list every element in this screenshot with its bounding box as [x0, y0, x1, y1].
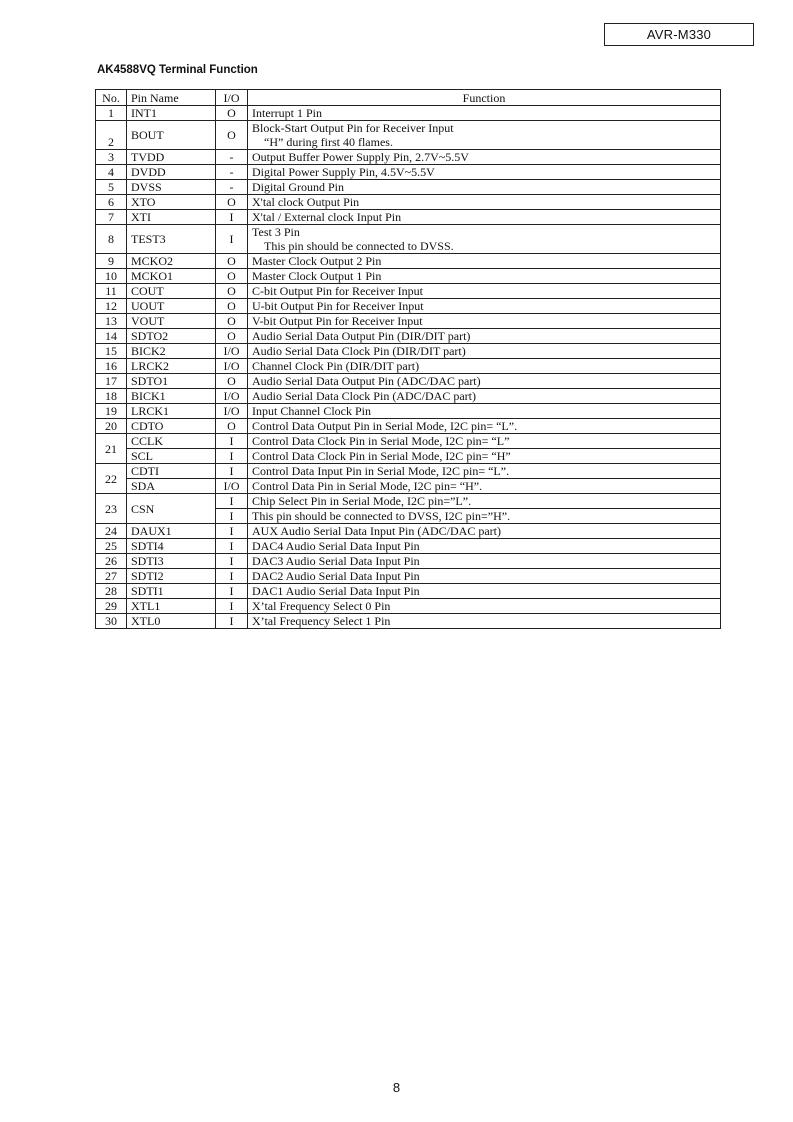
function-text-line2: This pin should be connected to DVSS.	[264, 239, 454, 253]
table-row	[96, 389, 721, 404]
pin-name: COUT	[127, 284, 216, 299]
pin-name: MCKO1	[127, 269, 216, 284]
function-cell: DAC4 Audio Serial Data Input Pin	[248, 539, 721, 554]
pin-number: 19	[96, 404, 127, 419]
table-row	[96, 121, 721, 150]
header-function: Function	[248, 90, 721, 106]
table-row	[96, 464, 721, 479]
function-cell	[248, 314, 721, 329]
pin-number: 2	[96, 121, 127, 150]
pin-io: I	[216, 210, 248, 225]
function-cell: Control Data Clock Pin in Serial Mode, I2C pin= “H”	[248, 449, 721, 464]
pin-io: O	[216, 284, 248, 299]
pin-name: XTI	[127, 210, 216, 225]
pin-number: 3	[96, 150, 127, 165]
table-row	[96, 569, 721, 584]
function-cell	[248, 165, 721, 180]
table-row	[96, 539, 721, 554]
function-cell: X’tal Frequency Select 0 Pin	[248, 599, 721, 614]
table-row	[96, 284, 721, 299]
pin-name: SDTO2	[127, 329, 216, 344]
table-row	[96, 359, 721, 374]
function-text: Digital Power Supply Pin, 4.5V~5.5V	[252, 165, 435, 179]
pin-io: I/O	[216, 479, 248, 494]
function-cell	[248, 329, 721, 344]
pin-number: 9	[96, 254, 127, 269]
pin-name: BICK2	[127, 344, 216, 359]
pin-name: CDTI	[127, 464, 216, 479]
pin-name: SDTI2	[127, 569, 216, 584]
function-cell	[248, 150, 721, 165]
table-row	[96, 299, 721, 314]
table-row	[96, 449, 721, 464]
pin-number: 20	[96, 419, 127, 434]
function-cell	[248, 344, 721, 359]
function-text: Test 3 Pin	[252, 225, 300, 239]
table-row	[96, 150, 721, 165]
header-pin-name: Pin Name	[127, 90, 216, 106]
table-row	[96, 494, 721, 509]
pin-io: O	[216, 299, 248, 314]
table-row	[96, 254, 721, 269]
pin-io: I	[216, 524, 248, 539]
pin-name: VOUT	[127, 314, 216, 329]
pin-number: 1	[96, 106, 127, 121]
pin-io: O	[216, 374, 248, 389]
table-row	[96, 374, 721, 389]
table-row	[96, 225, 721, 254]
table-row	[96, 419, 721, 434]
function-cell: X’tal Frequency Select 1 Pin	[248, 614, 721, 629]
pin-number: 4	[96, 165, 127, 180]
table-row	[96, 599, 721, 614]
function-cell	[248, 419, 721, 434]
table-row	[96, 165, 721, 180]
pin-number: 17	[96, 374, 127, 389]
terminal-function-table	[95, 89, 721, 629]
function-text: Input Channel Clock Pin	[252, 404, 371, 418]
pin-name: SDTI3	[127, 554, 216, 569]
table-row	[96, 210, 721, 225]
pin-name: SDTI1	[127, 584, 216, 599]
pin-name: LRCK1	[127, 404, 216, 419]
function-cell: AUX Audio Serial Data Input Pin (ADC/DAC part)	[248, 524, 721, 539]
pin-io: -	[216, 165, 248, 180]
pin-name: SDTI4	[127, 539, 216, 554]
function-text: C-bit Output Pin for Receiver Input	[252, 284, 423, 298]
model-number: AVR-M330	[646, 27, 712, 42]
pin-io: I	[216, 569, 248, 584]
pin-io: O	[216, 314, 248, 329]
pin-number: 12	[96, 299, 127, 314]
pin-number: 18	[96, 389, 127, 404]
function-cell: Chip Select Pin in Serial Mode, I2C pin=”L”.	[248, 494, 721, 509]
pin-number: 23	[96, 494, 127, 524]
pin-name: MCKO2	[127, 254, 216, 269]
pin-number: 6	[96, 195, 127, 210]
function-text: Channel Clock Pin (DIR/DIT part)	[252, 359, 420, 373]
function-cell	[248, 180, 721, 195]
function-cell: Control Data Clock Pin in Serial Mode, I2C pin= “L”	[248, 434, 721, 449]
pin-io: O	[216, 419, 248, 434]
pin-number: 30	[96, 614, 127, 629]
function-cell	[248, 225, 721, 254]
function-text: Block-Start Output Pin for Receiver Input	[252, 121, 454, 135]
page-number: 8	[392, 1080, 401, 1095]
pin-io: I	[216, 554, 248, 569]
function-text: Audio Serial Data Clock Pin (DIR/DIT part)	[252, 344, 466, 358]
pin-io: O	[216, 254, 248, 269]
pin-name: CCLK	[127, 434, 216, 449]
header-no: No.	[96, 90, 127, 106]
table-row	[96, 584, 721, 599]
table-row	[96, 434, 721, 449]
function-text: Audio Serial Data Output Pin (DIR/DIT part)	[252, 329, 471, 343]
function-cell	[248, 210, 721, 225]
function-cell	[248, 254, 721, 269]
pin-io: I/O	[216, 359, 248, 374]
function-text: U-bit Output Pin for Receiver Input	[252, 299, 424, 313]
pin-number: 29	[96, 599, 127, 614]
pin-number: 15	[96, 344, 127, 359]
pin-io: I	[216, 464, 248, 479]
pin-io: O	[216, 195, 248, 210]
function-text: Output Buffer Power Supply Pin, 2.7V~5.5V	[252, 150, 469, 164]
pin-number: 8	[96, 225, 127, 254]
function-cell: This pin should be connected to DVSS, I2C pin=”H”.	[248, 509, 721, 524]
pin-number: 16	[96, 359, 127, 374]
pin-number: 25	[96, 539, 127, 554]
function-cell	[248, 299, 721, 314]
function-text: V-bit Output Pin for Receiver Input	[252, 314, 423, 328]
pin-number: 24	[96, 524, 127, 539]
pin-io: O	[216, 106, 248, 121]
pin-number: 10	[96, 269, 127, 284]
pin-io: I	[216, 225, 248, 254]
table-row	[96, 106, 721, 121]
pin-io: -	[216, 180, 248, 195]
function-text: Master Clock Output 1 Pin	[252, 269, 382, 283]
table-row	[96, 404, 721, 419]
function-cell: Control Data Pin in Serial Mode, I2C pin= “H”.	[248, 479, 721, 494]
pin-io: I	[216, 539, 248, 554]
table-row	[96, 314, 721, 329]
pin-name: CDTO	[127, 419, 216, 434]
function-cell: Control Data Input Pin in Serial Mode, I2C pin= “L”.	[248, 464, 721, 479]
pin-number: 7	[96, 210, 127, 225]
pin-number: 11	[96, 284, 127, 299]
function-text: Control Data Output Pin in Serial Mode, I2C pin= “L”.	[252, 419, 518, 433]
function-cell	[248, 389, 721, 404]
function-cell	[248, 106, 721, 121]
table-row	[96, 180, 721, 195]
model-number-box	[604, 23, 754, 46]
pin-name: SCL	[127, 449, 216, 464]
table-row	[96, 269, 721, 284]
pin-name: SDA	[127, 479, 216, 494]
pin-number: 26	[96, 554, 127, 569]
pin-number: 22	[96, 464, 127, 494]
pin-io: I	[216, 584, 248, 599]
pin-io: I	[216, 449, 248, 464]
function-cell	[248, 121, 721, 150]
pin-name: TVDD	[127, 150, 216, 165]
pin-io: O	[216, 121, 248, 150]
function-text-line2: “H” during first 40 flames.	[264, 135, 393, 149]
pin-name: UOUT	[127, 299, 216, 314]
pin-name: BICK1	[127, 389, 216, 404]
pin-io: I	[216, 509, 248, 524]
pin-name: LRCK2	[127, 359, 216, 374]
pin-name: INT1	[127, 106, 216, 121]
function-text: Interrupt 1 Pin	[252, 106, 322, 120]
pin-number: 13	[96, 314, 127, 329]
function-cell	[248, 359, 721, 374]
pin-name: DAUX1	[127, 524, 216, 539]
pin-name: DVSS	[127, 180, 216, 195]
pin-number: 21	[96, 434, 127, 464]
pin-name: SDTO1	[127, 374, 216, 389]
function-cell	[248, 195, 721, 210]
function-cell: DAC1 Audio Serial Data Input Pin	[248, 584, 721, 599]
header-io: I/O	[216, 90, 248, 106]
pin-number: 28	[96, 584, 127, 599]
pin-io: I/O	[216, 344, 248, 359]
pin-name: BOUT	[127, 121, 216, 150]
function-text: X'tal / External clock Input Pin	[252, 210, 402, 224]
pin-io: I	[216, 434, 248, 449]
pin-io: I/O	[216, 404, 248, 419]
table-row	[96, 479, 721, 494]
pin-number: 27	[96, 569, 127, 584]
pin-name: XTL0	[127, 614, 216, 629]
function-cell: DAC3 Audio Serial Data Input Pin	[248, 554, 721, 569]
table-body	[96, 106, 721, 629]
pin-name: XTL1	[127, 599, 216, 614]
pin-number: 5	[96, 180, 127, 195]
function-text: Digital Ground Pin	[252, 180, 344, 194]
table-header-row	[96, 90, 721, 106]
table-row	[96, 329, 721, 344]
table-row	[96, 614, 721, 629]
function-cell	[248, 404, 721, 419]
pin-io: I	[216, 599, 248, 614]
pin-io: I	[216, 494, 248, 509]
function-cell	[248, 374, 721, 389]
pin-io: O	[216, 329, 248, 344]
function-text: Audio Serial Data Output Pin (ADC/DAC part)	[252, 374, 481, 388]
pin-io: I	[216, 614, 248, 629]
table-row	[96, 344, 721, 359]
function-cell	[248, 284, 721, 299]
function-text: Audio Serial Data Clock Pin (ADC/DAC part)	[252, 389, 476, 403]
pin-io: O	[216, 269, 248, 284]
table-row	[96, 524, 721, 539]
pin-name: DVDD	[127, 165, 216, 180]
function-cell: DAC2 Audio Serial Data Input Pin	[248, 569, 721, 584]
table-row	[96, 195, 721, 210]
function-text: Master Clock Output 2 Pin	[252, 254, 382, 268]
section-title: AK4588VQ Terminal Function	[97, 64, 258, 76]
table-row	[96, 554, 721, 569]
pin-number: 14	[96, 329, 127, 344]
function-text: X'tal clock Output Pin	[252, 195, 360, 209]
pin-name: CSN	[127, 494, 216, 524]
pin-io: I/O	[216, 389, 248, 404]
function-cell	[248, 269, 721, 284]
pin-name: TEST3	[127, 225, 216, 254]
pin-name: XTO	[127, 195, 216, 210]
pin-io: -	[216, 150, 248, 165]
